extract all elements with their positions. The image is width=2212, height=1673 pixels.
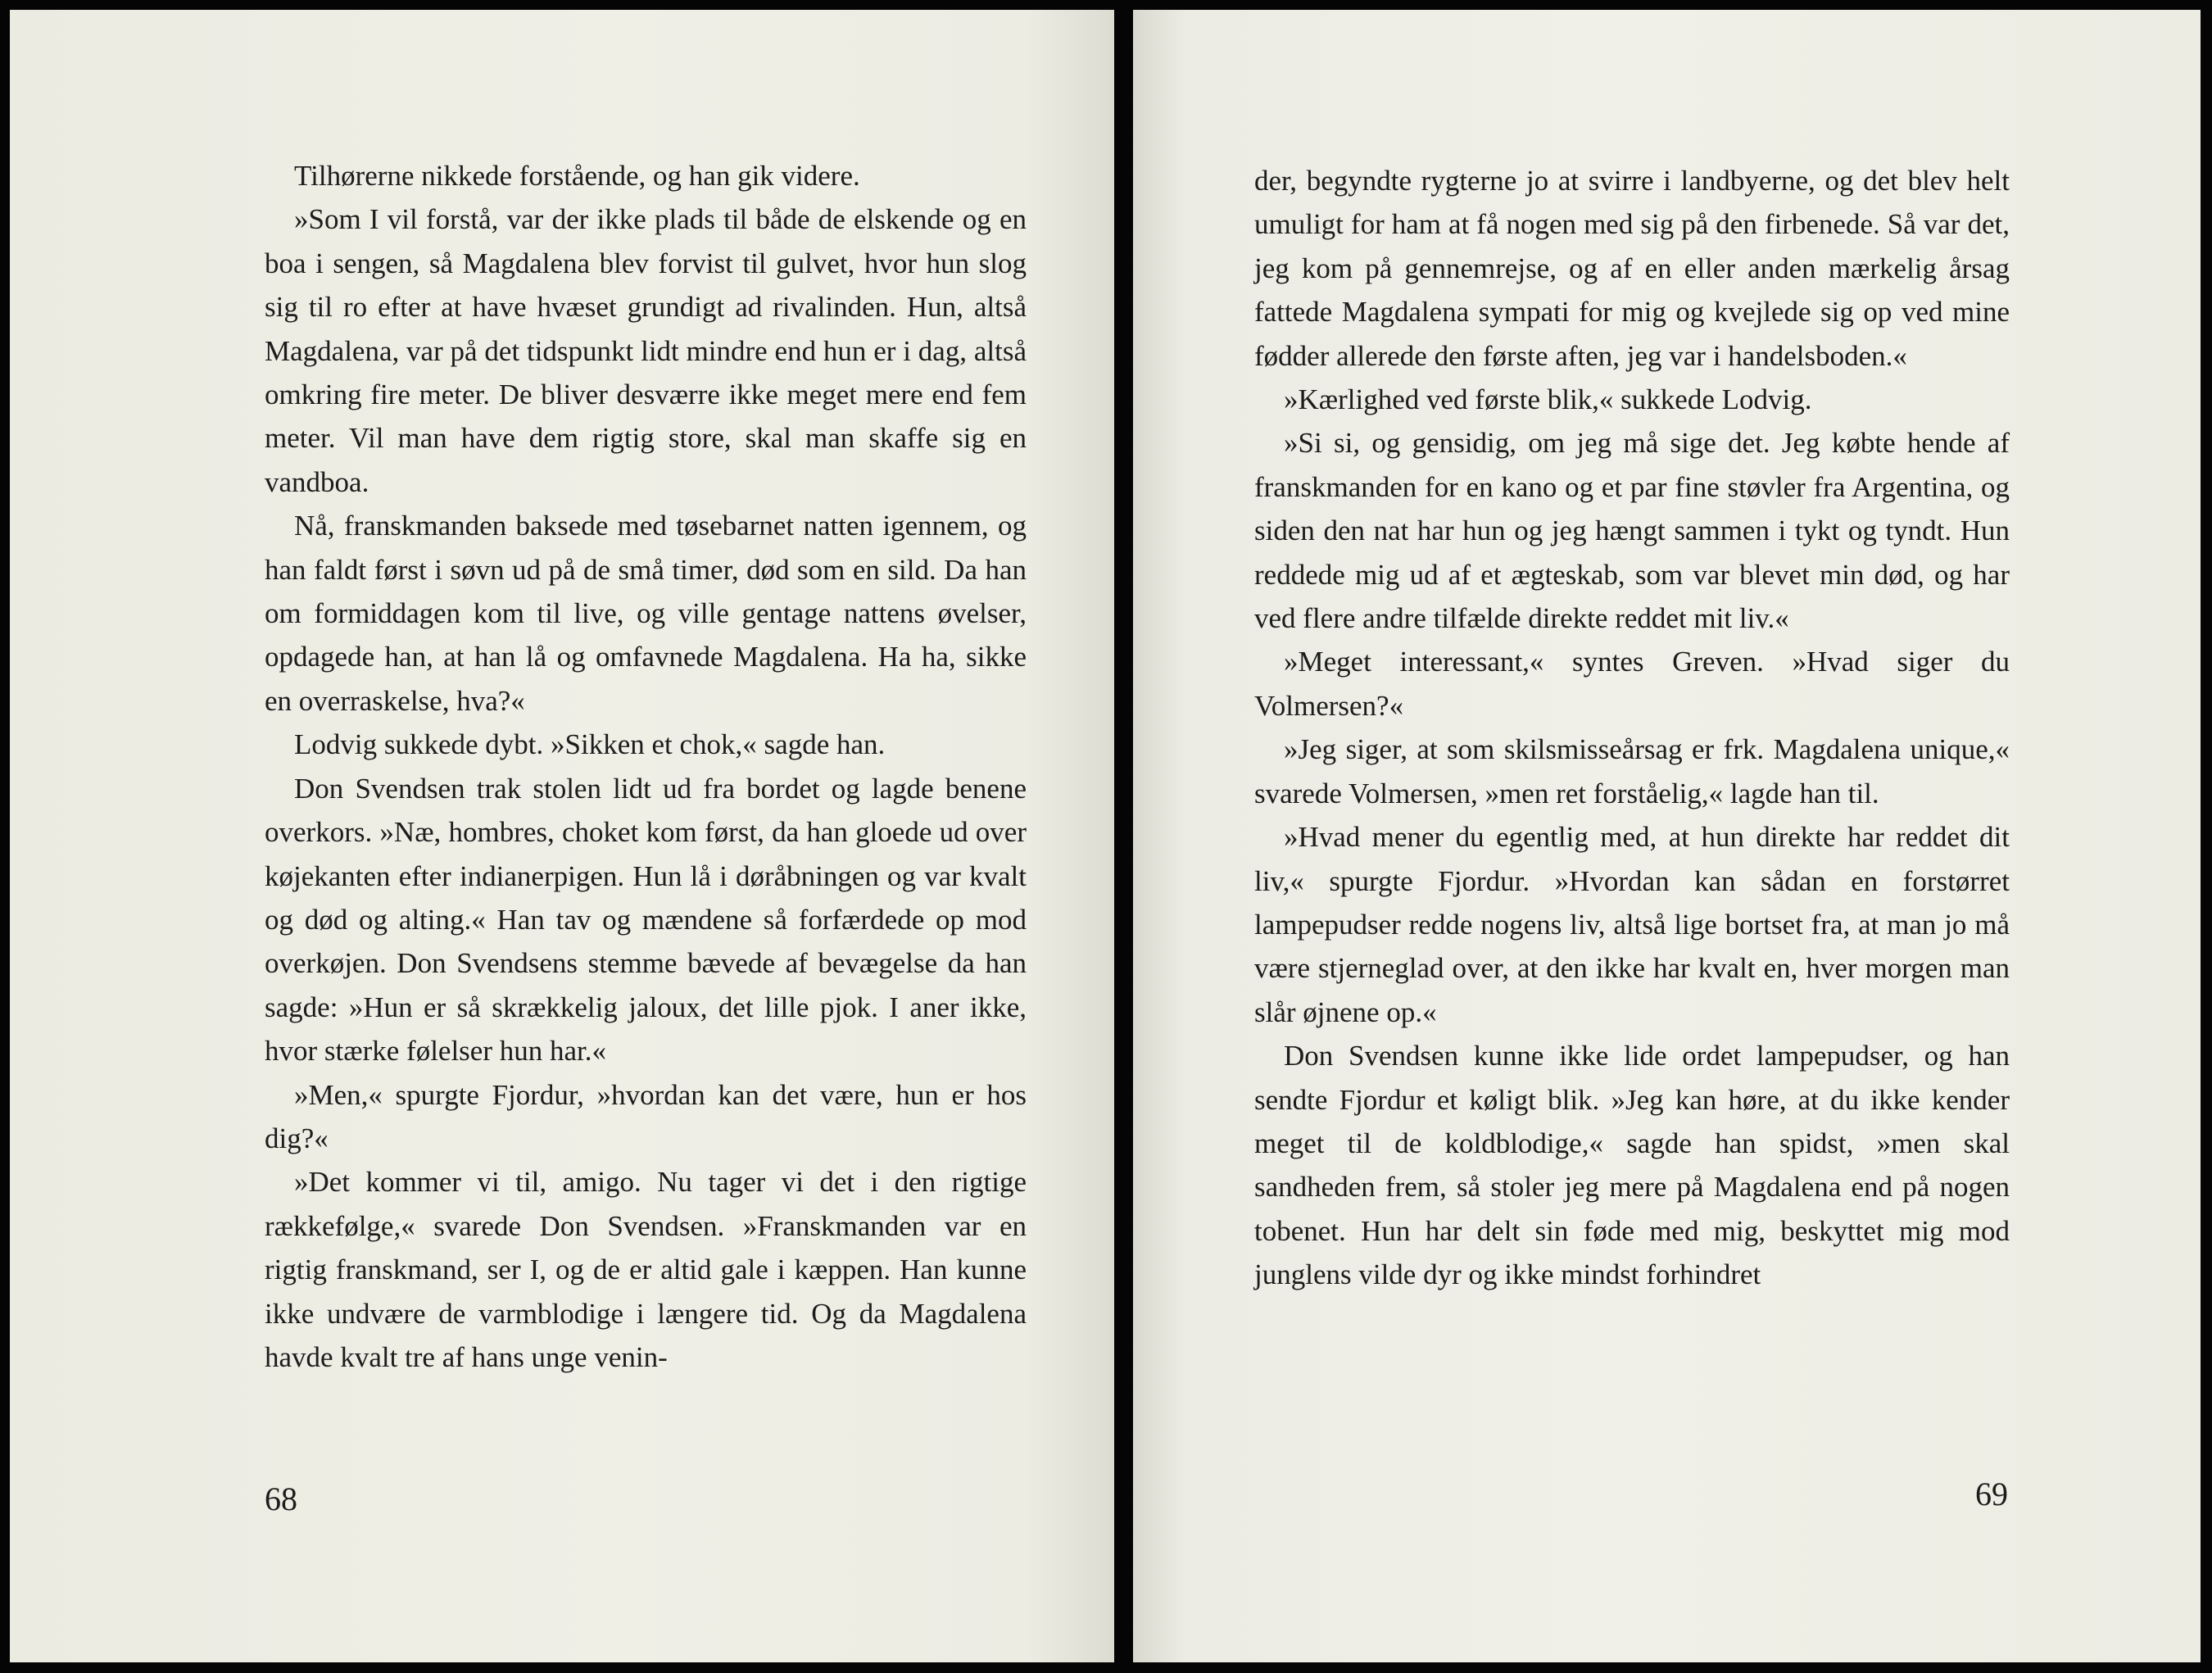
- right-page: [1133, 10, 2201, 1662]
- paragraph: »Kærlighed ved første blik,« sukkede Lodvig.: [1284, 383, 1812, 416]
- page-number-right: 69: [1975, 1476, 2008, 1512]
- paragraph: »Si si, og gensidig, om jeg må sige det. Jeg købte hende af franskmanden for en kano og et par fine støvler fra Argentina, og siden den nat har hun og jeg hængt sammen i tykt og tyndt. Hun reddede mig ud af et ægteskab, som var blevet min død, og har ved flere andre tilfælde direkte reddet mit liv.«: [1254, 427, 2010, 635]
- paragraph: »Det kommer vi til, amigo. Nu tager vi det i den rigtige rækkefølge,« svarede Don Svendsen. »Franskmanden var en rigtig franskmand, ser I, og de er altid gale i kæppen. Han kunne ikke undvære de varmblodige i længere tid. Og da Magdalena havde kvalt tre af hans unge venin-: [265, 1166, 1027, 1373]
- paragraph: der, begyndte rygterne jo at svirre i landbyerne, og det blev helt umuligt for ham at få nogen med sig på den firbenede. Så var det, jeg kom på gennemrejse, og af en eller anden mærkelig årsag fattede Magdalena sympati for mig og kvejlede sig op ved mine fødder allerede den første aften, jeg var i handelsboden.«: [1254, 165, 2010, 372]
- paragraph: Don Svendsen kunne ikke lide ordet lampepudser, og han sendte Fjordur et køligt blik. »Jeg kan høre, at du ikke kender meget til de koldblodige,« sagde han spidst, »men skal sandheden frem, så stoler jeg mere på Magdalena end på nogen tobenet. Hun har delt sin føde med mig, beskyttet mig mod junglens vilde dyr og ikke mindst forhindret: [1254, 1040, 2010, 1291]
- paragraph: Don Svendsen trak stolen lidt ud fra bordet og lagde benene overkors. »Næ, hombres, choket kom først, da han gloede ud over køjekanten efter indianerpigen. Hun lå i døråbningen og var kvalt og død og alting.« Han tav og mændene så forfærdede op mod overkøjen. Don Svendsens stemme bævede af bevægelse da han sagde: »Hun er så skrækkelig jaloux, det lille pjok. I aner ikke, hvor stærke følelser hun har.«: [265, 772, 1027, 1068]
- paragraph: Lodvig sukkede dybt. »Sikken et chok,« sagde han.: [294, 728, 886, 761]
- left-page: [10, 10, 1114, 1662]
- paragraph: »Meget interessant,« syntes Greven. »Hvad siger du Volmersen?«: [1254, 646, 2010, 722]
- left-page-text: [265, 154, 1027, 1379]
- right-page-text: [1254, 159, 2010, 1297]
- paragraph: »Men,« spurgte Fjordur, »hvordan kan det være, hun er hos dig?«: [265, 1078, 1027, 1154]
- paragraph: »Jeg siger, at som skilsmisseårsag er frk. Magdalena unique,« svarede Volmersen, »men ret forståelig,« lagde han til.: [1254, 733, 2010, 809]
- paragraph: »Som I vil forstå, var der ikke plads til både de elskende og en boa i sengen, så Magdalena blev forvist til gulvet, hvor hun slog sig til ro efter at have hvæset grundigt ad rivalinden. Hun, altså Magdalena, var på det tidspunkt lidt mindre end hun er i dag, altså omkring fire meter. De bliver desværre ikke meget mere end fem meter. Vil man have dem rigtig store, skal man skaffe sig en vandboa.: [265, 203, 1027, 498]
- page-number-left: 68: [265, 1480, 297, 1517]
- paragraph: »Hvad mener du egentlig med, at hun direkte har reddet dit liv,« spurgte Fjordur. »Hvordan kan sådan en forstørret lampepudser redde nogens liv, altså lige bortset fra, at man jo må være stjerneglad over, at den ikke har kvalt en, hver morgen man slår øjnene op.«: [1254, 821, 2010, 1028]
- paragraph: Tilhørerne nikkede forstående, og han gik videre.: [294, 160, 860, 192]
- paragraph: Nå, franskmanden baksede med tøsebarnet natten igennem, og han faldt først i søvn ud på de små timer, død som en sild. Da han om formiddagen kom til live, og ville gentage nattens øvelser, opdagede han, at han lå og omfavnede Magdalena. Ha ha, sikke en overraskelse, hva?«: [265, 510, 1027, 717]
